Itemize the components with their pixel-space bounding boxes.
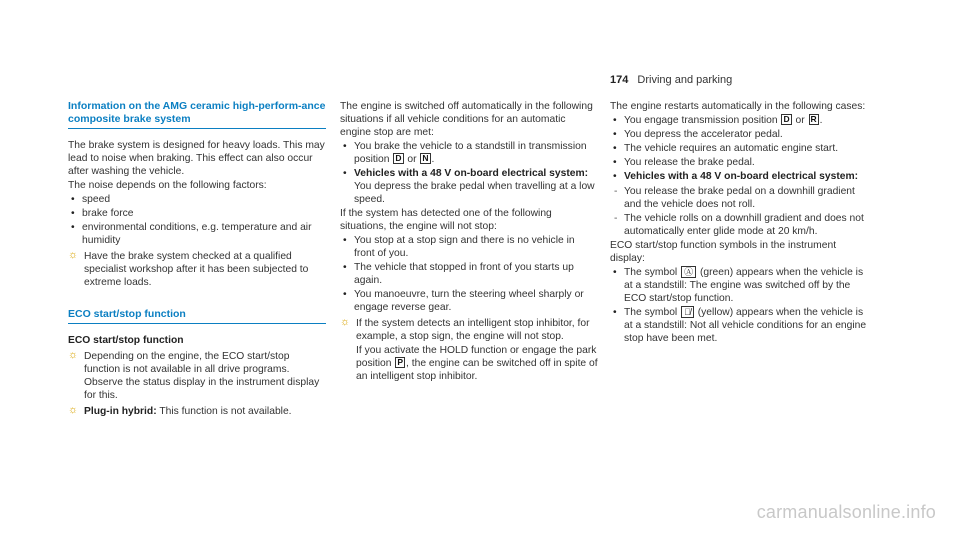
vehicles-48v-label: Vehicles with a 48 V on-board electrical system: — [354, 168, 589, 179]
note-lightbulb-icon: ☼ — [68, 349, 79, 361]
text: You brake the vehicle to a standstill in transmission position — [354, 141, 587, 165]
list-item — [610, 170, 872, 238]
symbols-list — [610, 266, 872, 345]
inhibitor-note — [340, 317, 598, 383]
text: (yellow) appears when the vehicle is at a standstill: Not all vehicle conditions for an engine stop have been met. — [624, 307, 867, 344]
eco-start-stop-unavailable-icon: Ⓐ̸ — [681, 306, 694, 318]
list-item: • You stop at a stop sign and there is no vehicle in front of you. — [340, 234, 598, 260]
eco-note-text: Depending on the engine, the ECO start/stop function is not available in all drive programs. Observe the status display in the instrument display for this. — [84, 351, 320, 401]
page-header — [610, 74, 732, 87]
no-stop-intro: If the system has detected one of the following situations, the engine will not stop: — [340, 208, 552, 232]
column-2 — [340, 100, 598, 384]
list-item: • environmental conditions, e.g. temperature and air humidity — [68, 221, 326, 247]
list-item — [340, 140, 598, 166]
list-item: • The vehicle requires an automatic engine start. — [610, 142, 872, 155]
list-item — [610, 266, 872, 305]
eco-start-stop-active-icon: Ⓐ — [681, 266, 696, 278]
text: , the engine can be switched off in spite of an intelligent stop inhibitor. — [356, 358, 598, 382]
list-item: • You depress the accelerator pedal. — [610, 128, 872, 141]
note-lightbulb-icon: ☼ — [340, 316, 351, 328]
engine-off-list — [340, 140, 598, 206]
no-stop-list — [340, 234, 598, 314]
sub-list — [610, 185, 872, 238]
text: . — [819, 115, 823, 126]
list-item — [610, 306, 872, 345]
restart-list — [610, 114, 872, 238]
gear-d-icon: D — [783, 114, 790, 124]
list-item: • You release the brake pedal. — [610, 156, 872, 169]
list-item — [610, 114, 872, 127]
brake-para-2: The noise depends on the following factors: — [68, 180, 267, 191]
watermark: carmanualsonline.info — [756, 502, 936, 522]
inhibitor-note-line-1: If the system detects an intelligent stop inhibitor, for example, a stop sign, the engine will not stop. — [356, 318, 590, 342]
text: or — [404, 154, 420, 165]
brake-note — [68, 250, 326, 289]
gear-p-icon: P — [397, 357, 404, 367]
text: . — [431, 154, 435, 165]
list-item: • You manoeuvre, turn the steering wheel sharply or engage reverse gear. — [340, 288, 598, 314]
column-3 — [610, 100, 872, 346]
page-number: 174 — [610, 74, 629, 86]
restart-intro: The engine restarts automatically in the following cases: — [610, 101, 866, 112]
brake-para-1: The brake system is designed for heavy loads. This may lead to noise when braking. This effect can also occur after washing the vehicle. — [68, 140, 325, 177]
symbols-intro: ECO start/stop function symbols in the instrument display: — [610, 240, 837, 264]
gear-d-icon: D — [395, 153, 402, 163]
brake-note-text: Have the brake system checked at a qualified specialist workshop after it has been subjected to extreme loads. — [84, 251, 309, 288]
text: If you activate the HOLD function or engage the park position — [356, 345, 597, 369]
text: or — [792, 115, 808, 126]
hybrid-note — [68, 405, 326, 418]
text: (green) appears when the vehicle is at a standstill: The engine was switched off by the ECO start/stop function. — [624, 267, 864, 304]
column-1 — [68, 100, 326, 419]
note-lightbulb-icon: ☼ — [68, 404, 79, 416]
list-item: • speed — [68, 193, 326, 206]
eco-heading: ECO start/stop function — [68, 308, 326, 324]
inhibitor-note-line-2 — [356, 344, 598, 383]
text: The symbol — [624, 307, 681, 318]
ceramic-brake-heading: Information on the AMG ceramic high-perform-ance composite brake system — [68, 100, 326, 129]
text: You engage transmission position — [624, 115, 781, 126]
text: The symbol — [624, 267, 681, 278]
eco-subheading: ECO start/stop function — [68, 335, 184, 346]
gear-r-icon: R — [810, 114, 817, 124]
list-item: • brake force — [68, 207, 326, 220]
noise-factors-list — [68, 193, 326, 247]
section-title: Driving and parking — [637, 74, 733, 86]
engine-off-intro: The engine is switched off automatically in the following situations if all vehicle conditions for an automatic engine stop are met: — [340, 101, 593, 138]
list-item: - You release the brake pedal on a downhill gradient and the vehicle does not roll. — [610, 185, 872, 211]
hybrid-text: This function is not available. — [156, 406, 292, 417]
note-lightbulb-icon: ☼ — [68, 249, 79, 261]
list-item: - The vehicle rolls on a downhill gradient and does not automatically enter glide mode at 20 km/h. — [610, 212, 872, 238]
list-item: • The vehicle that stopped in front of you starts up again. — [340, 261, 598, 287]
list-item — [340, 167, 598, 206]
text: You depress the brake pedal when travelling at a low speed. — [354, 181, 595, 205]
vehicles-48v-label: Vehicles with a 48 V on-board electrical system: — [624, 171, 859, 182]
hybrid-label: Plug-in hybrid: — [84, 406, 157, 417]
eco-note — [68, 350, 326, 402]
gear-n-icon: N — [422, 153, 429, 163]
